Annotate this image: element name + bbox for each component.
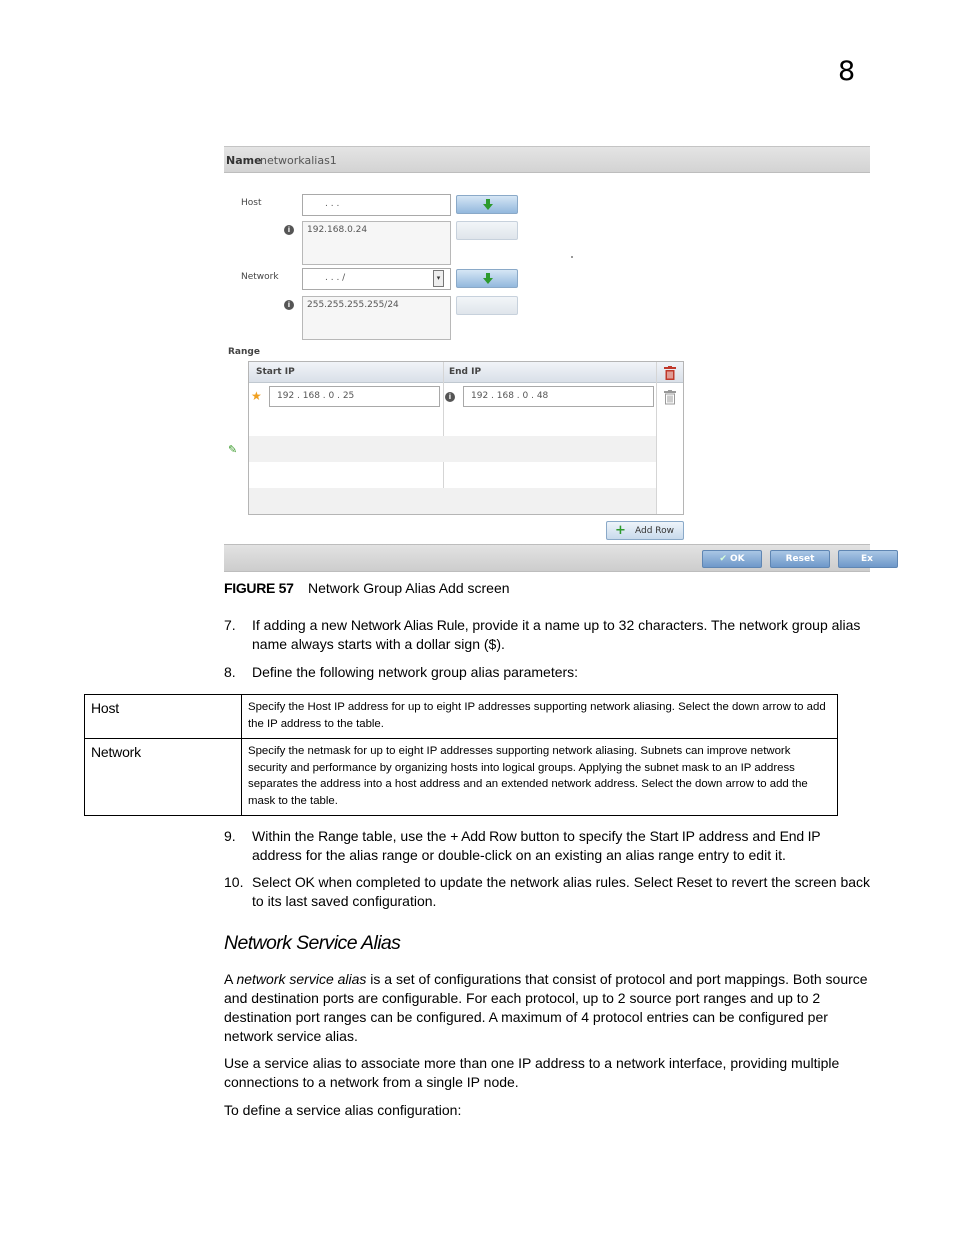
column-end-ip: End IP — [449, 367, 482, 377]
check-icon: ✔ — [719, 554, 727, 564]
network-label: Network — [241, 272, 279, 282]
reset-label: Reset — [785, 554, 815, 564]
network-list-item[interactable]: 255.255.255.255/24 — [307, 300, 399, 310]
emphasis-term: network service alias — [236, 971, 367, 987]
network-remove-button[interactable] — [456, 296, 518, 315]
section-heading: Network Service Alias — [224, 932, 401, 954]
range-title: Range — [228, 347, 260, 357]
step-text-part: to revert the screen back to its last saved configuration. — [252, 874, 871, 909]
paragraph-text-part: A — [224, 971, 237, 987]
info-icon: i — [284, 225, 294, 235]
step-number: 7. — [224, 617, 236, 633]
table-row — [85, 739, 838, 816]
step-text — [252, 616, 872, 654]
down-arrow-icon — [483, 199, 493, 210]
host-ip-input[interactable]: . . . — [302, 194, 451, 216]
step-number: 10. — [224, 874, 244, 890]
step-number: 8. — [224, 664, 236, 680]
host-add-button[interactable] — [456, 195, 518, 214]
step-number: 9. — [224, 828, 236, 844]
info-icon: i — [284, 300, 294, 310]
pencil-icon[interactable]: ✎ — [228, 443, 238, 456]
step-text-part: table, use the — [358, 828, 451, 844]
step-text-part: address for the alias range or double-click on an existing an alias range entry to edit it. — [252, 847, 786, 863]
column-divider — [656, 362, 657, 514]
ok-label: OK — [730, 554, 745, 564]
param-description: Specify the Host IP address for up to eight IP addresses supporting network aliasing. Select the down arrow to add the IP address to the table. — [242, 695, 838, 739]
range-table — [248, 361, 684, 515]
exit-button[interactable] — [838, 550, 898, 568]
table-row-empty — [249, 488, 656, 514]
ui-term: Network Alias Rule, — [350, 617, 469, 633]
host-list-item[interactable]: 192.168.0.24 — [307, 225, 368, 235]
delete-all-trash-icon[interactable] — [664, 366, 676, 380]
param-name: Host — [85, 695, 242, 739]
step-text-part: If adding a new — [252, 617, 351, 633]
network-alias-screenshot — [224, 146, 873, 572]
step-text-part: Within the — [252, 828, 319, 844]
table-row — [85, 695, 838, 739]
step-text — [252, 827, 872, 865]
network-ip-input[interactable]: . . . / — [302, 268, 451, 290]
figure-title: Network Group Alias Add screen — [308, 580, 510, 596]
exit-label: Ex — [861, 554, 873, 564]
host-ip-list[interactable] — [302, 221, 451, 265]
delete-row-trash-icon[interactable] — [664, 390, 676, 404]
ui-term: End IP — [779, 828, 821, 844]
chapter-number: 8 — [838, 56, 856, 87]
host-label: Host — [241, 198, 262, 208]
ui-term: + Add Row — [450, 828, 517, 844]
stray-dot — [571, 256, 573, 258]
network-add-button[interactable] — [456, 269, 518, 288]
param-description: Specify the netmask for up to eight IP addresses supporting network aliasing. Subnets can improve network security and performance by organizing hosts into logical groups. Applying the subnet mask to an IP address separates the address into a host address and an extended network address. Select the down arrow to add the mask to the table. — [242, 739, 838, 816]
add-row-button[interactable] — [606, 521, 684, 540]
network-ip-list[interactable] — [302, 296, 451, 340]
step-text-part: provide it a name up to 32 characters. The network group alias name always starts with a dollar sign ($). — [252, 617, 861, 652]
ui-term: Reset — [676, 874, 713, 890]
param-name: Network — [85, 739, 242, 816]
add-row-label: Add Row — [635, 526, 675, 536]
ui-term: Start IP — [649, 828, 695, 844]
step-text-part: address and — [694, 828, 780, 844]
step-text-part: when completed to update the network alias rules. Select — [314, 874, 677, 890]
paragraph-text-part: is a set of configurations that consist of protocol and port mappings. Both source and destination ports are configurable. For each protocol, up to 2 source port ranges and up to 2 destination port ranges can be configured. A maximum of 4 protocol entries can be configured per network service alias. — [224, 971, 868, 1044]
ui-term: OK — [294, 874, 315, 890]
name-value[interactable]: networkalias1 — [260, 154, 337, 167]
paragraph-intro: To define a service alias configuration: — [224, 1102, 462, 1118]
figure-number: FIGURE 57 — [224, 580, 294, 596]
paragraph-definition — [224, 970, 872, 1046]
paragraph-usage: Use a service alias to associate more than one IP address to a network interface, providing multiple connections to a network from a single IP node. — [224, 1055, 840, 1090]
host-remove-button[interactable] — [456, 221, 518, 240]
step-text-part: button to specify the — [516, 828, 650, 844]
step-text-part: Select — [252, 874, 295, 890]
step-text — [252, 873, 872, 911]
ok-button[interactable] — [702, 550, 762, 568]
parameter-table — [84, 694, 838, 816]
column-start-ip: Start IP — [256, 367, 295, 377]
ui-term: Range — [318, 828, 359, 844]
name-label: Name — [226, 154, 262, 167]
reset-button[interactable] — [770, 550, 830, 568]
end-ip-input[interactable]: 192 . 168 . 0 . 48 — [463, 386, 654, 407]
table-row-empty — [249, 436, 656, 462]
down-arrow-icon — [483, 273, 493, 284]
required-star-icon: ★ — [251, 389, 262, 403]
plus-icon: + — [615, 523, 626, 538]
action-bar — [224, 544, 873, 572]
info-icon: i — [445, 392, 455, 402]
name-bar — [224, 146, 870, 173]
start-ip-input[interactable]: 192 . 168 . 0 . 25 — [269, 386, 440, 407]
figure-caption — [224, 580, 510, 596]
chevron-down-icon[interactable]: ▾ — [433, 270, 444, 287]
step-text: Define the following network group alias parameters: — [252, 664, 579, 680]
